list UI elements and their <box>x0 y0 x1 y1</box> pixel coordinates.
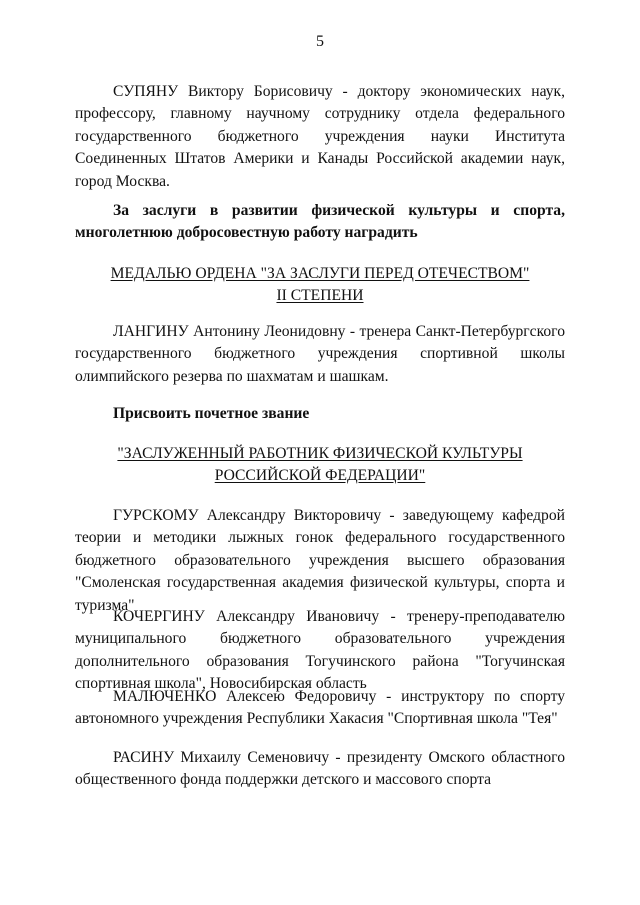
award-paragraph-kochergin: КОЧЕРГИНУ Александру Ивановичу - тренеру-преподавателю муниципального бюджетного образовательного учреждения дополнительного образования Тогучинского района "Тогучинская спортивная школа", Новосибирская область <box>75 608 565 693</box>
medal-heading-line2: II СТЕПЕНИ <box>276 287 364 305</box>
award-paragraph-gursky: ГУРСКОМУ Александру Викторовичу - заведующему кафедрой теории и методики лыжных гонок федерального государственного бюджетного образовательного учреждения высшего образования "Смоленская государственная академия физической культуры, спорта и туризма" <box>75 507 565 614</box>
medal-heading-line1: МЕДАЛЬЮ ОРДЕНА "ЗА ЗАСЛУГИ ПЕРЕД ОТЕЧЕСТВОМ" <box>110 265 530 282</box>
merit-intro-paragraph: За заслуги в развитии физической культуры и спорта, многолетнюю добросовестную работу наградить <box>75 202 565 242</box>
page-number: 5 <box>316 33 324 50</box>
medal-heading <box>75 263 565 308</box>
honorary-title-line1: "ЗАСЛУЖЕННЫЙ РАБОТНИК ФИЗИЧЕСКОЙ КУЛЬТУРЫ <box>117 445 523 462</box>
award-paragraph-supyan: СУПЯНУ Виктору Борисовичу - доктору экономических наук, профессору, главному научному сотруднику отдела федерального государственного бюджетного учреждения науки Института Соединенных Штатов Америки и Канады Российской академии наук, город Москва. <box>75 83 565 190</box>
award-paragraph-rasin: РАСИНУ Михаилу Семеновичу - президенту Омского областного общественного фонда поддержки детского и массового спорта <box>75 749 565 789</box>
award-paragraph-langina: ЛАНГИНУ Антонину Леонидовну - тренера Санкт-Петербургского государственного бюджетного учреждения спортивной школы олимпийского резерва по шахматам и шашкам. <box>75 323 565 385</box>
assign-title-paragraph: Присвоить почетное звание <box>113 405 310 422</box>
award-paragraph-malyuchenko: МАЛЮЧЕНКО Алексею Федоровичу - инструктору по спорту автономного учреждения Республики Хакасия "Спортивная школа "Тея" <box>75 688 565 728</box>
honorary-title-heading <box>75 443 565 488</box>
honorary-title-line2: РОССИЙСКОЙ ФЕДЕРАЦИИ" <box>214 467 426 485</box>
